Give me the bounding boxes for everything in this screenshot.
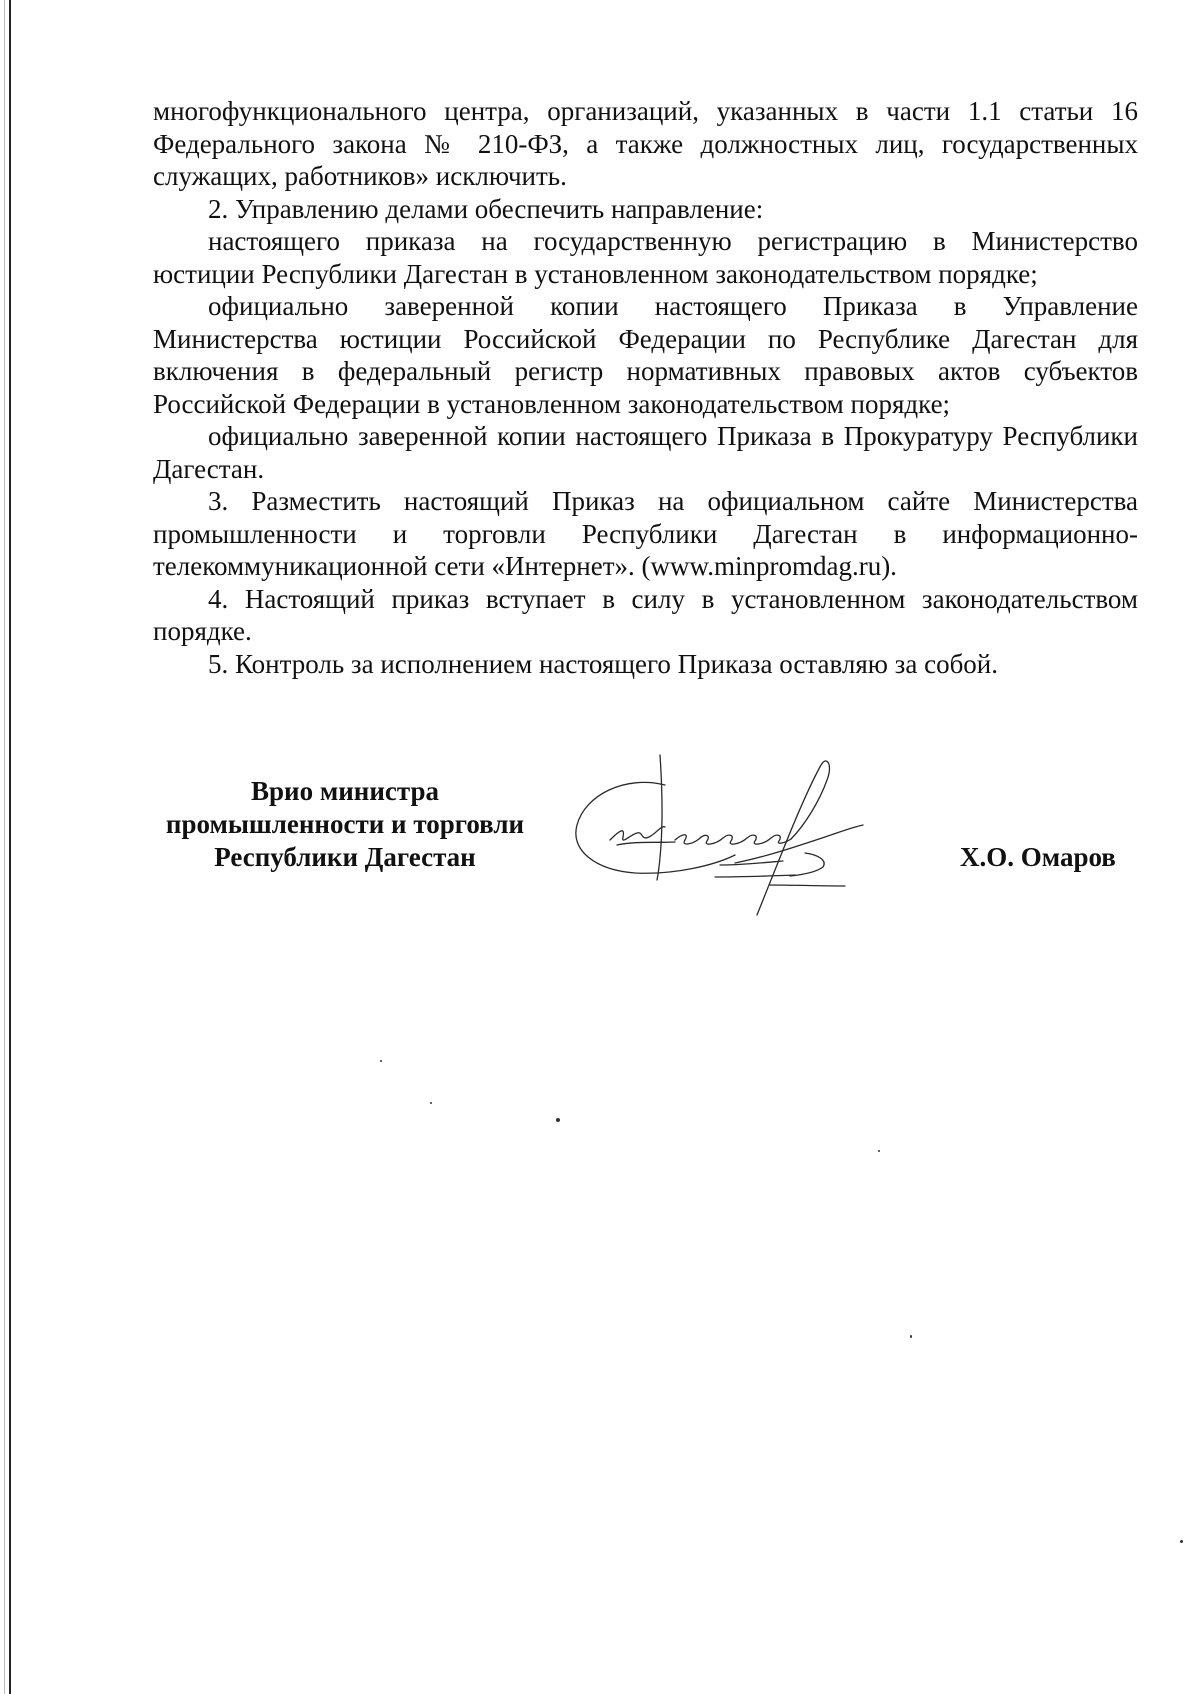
scan-speck [430, 1102, 432, 1104]
body-line: включения в федеральный регистр нормативных правовых актов субъектов [153, 356, 1138, 386]
body-line: официально заверенной копии настоящего Приказа в Управление [208, 291, 1138, 321]
clause-2-heading: 2. Управлению делами обеспечить направление: [208, 193, 764, 224]
position-line: Республики Дагестан [214, 842, 476, 872]
body-line: Министерства юстиции Российской Федерации по Республике Дагестан для [153, 323, 1138, 354]
body-line: Российской Федерации в установленном законодательством порядке; [153, 388, 951, 419]
position-line: промышленности и торговли [165, 809, 525, 839]
clause-3: 3. Разместить настоящий Приказ на официальном сайте Министерства [208, 486, 1138, 516]
scan-speck [556, 1118, 560, 1122]
body-line: Дагестан. [153, 453, 265, 484]
body-line: промышленности и торговли Республики Дагестан в информационно- [153, 518, 1138, 549]
signatory-position [150, 775, 540, 874]
body-line: юстиции Республики Дагестан в установленном законодательством порядке; [153, 258, 1038, 289]
body-line: многофункционального центра, организаций, указанных в части 1.1 статьи 16 [153, 96, 1138, 126]
clause-4: 4. Настоящий приказ вступает в силу в установленном законодательством [208, 583, 1138, 614]
scan-speck [1180, 1540, 1183, 1543]
scan-edge-line [9, 0, 11, 1694]
signatory-name: Х.О. Омаров [960, 842, 1116, 872]
order-body-text [153, 95, 1138, 680]
body-line: служащих, работников» исключить. [153, 161, 567, 191]
scan-speck [910, 1335, 912, 1338]
scan-speck [878, 1150, 880, 1152]
clause-5: 5. Контроль за исполнением настоящего Приказа оставляю за собой. [208, 648, 999, 679]
scan-speck [380, 1060, 382, 1062]
scan-edge-faint [4, 0, 5, 1694]
body-line: Федерального закона № 210-ФЗ, а также должностных лиц, государственных [153, 128, 1138, 159]
body-line: настоящего приказа на государственную регистрацию в Министерство [208, 226, 1138, 256]
body-line: порядке. [153, 616, 252, 646]
position-line: Врио министра [251, 776, 439, 806]
handwritten-signature [565, 745, 885, 920]
body-line: телекоммуникационной сети «Интернет». (www.minpromdag.ru). [153, 551, 897, 581]
body-line: официально заверенной копии настоящего Приказа в Прокуратуру Республики [208, 421, 1138, 451]
